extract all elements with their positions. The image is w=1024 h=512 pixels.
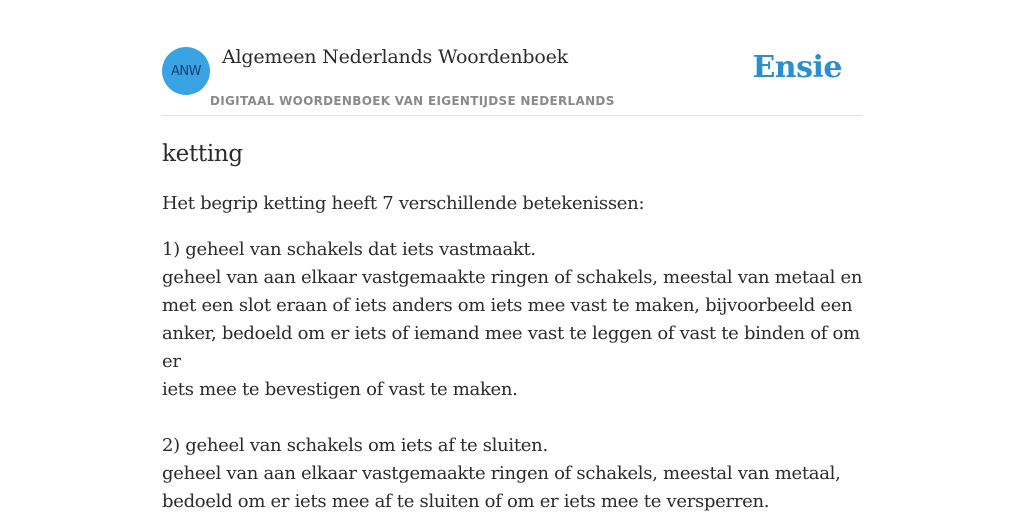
definition-title: 2) geheel van schakels om iets af te sluiten. — [162, 435, 548, 456]
definition-item — [162, 432, 872, 512]
entry-intro: Het begrip ketting heeft 7 verschillende betekenissen: — [162, 193, 645, 214]
definition-text-line: bedoeld om er iets mee af te sluiten of om er iets mee te versperren. — [162, 491, 770, 512]
definition-text-line: iets mee te bevestigen of vast te maken. — [162, 379, 518, 400]
definition-text-line: met een slot eraan of iets anders om iets mee vast te maken, bijvoorbeeld een — [162, 295, 853, 316]
anw-logo-text: ANW — [171, 63, 201, 79]
site-header — [162, 46, 862, 116]
anw-logo[interactable] — [162, 47, 210, 95]
site-subtitle: DIGITAAL WOORDENBOEK VAN EIGENTIJDSE NEDERLANDS — [210, 94, 615, 108]
ensie-brand-link[interactable]: Ensie — [752, 50, 842, 85]
definition-list — [162, 236, 872, 512]
definition-text-line: anker, bedoeld om er iets of iemand mee vast te leggen of vast te binden of om er — [162, 323, 860, 372]
definition-text-line: geheel van aan elkaar vastgemaakte ringen of schakels, meestal van metaal en — [162, 267, 863, 288]
site-title[interactable]: Algemeen Nederlands Woordenboek — [222, 46, 568, 68]
definition-title: 1) geheel van schakels dat iets vastmaakt. — [162, 239, 536, 260]
definition-text-line: geheel van aan elkaar vastgemaakte ringen of schakels, meestal van metaal, — [162, 463, 841, 484]
page-title: ketting — [162, 141, 243, 167]
definition-item — [162, 236, 872, 404]
entry-content — [162, 138, 872, 512]
